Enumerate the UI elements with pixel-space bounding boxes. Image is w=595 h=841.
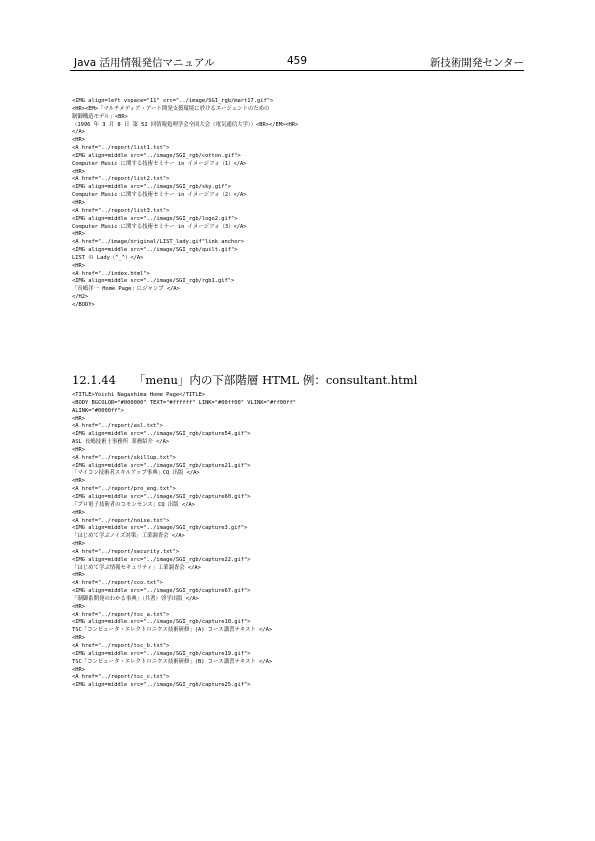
code-line: TSC「コンピュータ・エレクトロニクス技術研修」(B) コース講習テキスト </A> <box>72 658 273 665</box>
code-line: <A href="../report/cco.txt"> <box>72 580 163 587</box>
code-line: TSC「コンピュータ・エレクトロニクス技術研修」(A) コース講習テキスト </A> <box>72 627 273 634</box>
code-line: <IMG align=middle src="../image/SGI_rgb/capture19.gif"> <box>72 650 251 657</box>
code-line: <IMG align=middle src="../image/SGI_rgb/capture3.gif"> <box>72 525 248 532</box>
code-line: <IMG align=middle src="../image/SGI_rgb/capture25.gif"> <box>72 682 251 689</box>
section-title: 「menu」内の下部階層 HTML 例：consultant.html <box>133 373 418 387</box>
code-line: <A href="../report/tsc_b.txt"> <box>72 643 170 649</box>
code-line: 「長嶋洋一 Home Page」にジャンプ </A> <box>72 286 180 293</box>
page-number: 459 <box>287 55 308 67</box>
code-line: <A href="../report/list3.txt"> <box>72 207 170 214</box>
code-line: <HR> <box>72 137 85 144</box>
page-header <box>74 55 524 71</box>
code-line: </H2> <box>72 294 89 301</box>
code-line: ASL 長嶋技術士事務所 業務紹介 </A> <box>72 439 170 446</box>
code-line: <IMG align=left vspace="11" src="../image/SGI_rgb/mart17.gif"> <box>72 98 274 104</box>
code-line: <IMG align=middle src="../image/SGI_rgb/capture54.gif"> <box>72 431 251 438</box>
code-line: LIST の Lady（^_^）</A> <box>72 254 144 261</box>
code-line: Computer Music に関する技術セミナー in イメージフォ（1）</A> <box>72 160 247 167</box>
code-line: （1996 年 3 月 8 日 第 52 回情報処理学会全国大会（電気通信大学））<BR></EM><HR> <box>72 121 299 128</box>
code-line: <HR> <box>72 635 85 642</box>
code-line: <HR> <box>72 603 85 610</box>
code-line: <IMG align=middle src="../image/SGI_rgb/quilt.gif"> <box>72 247 238 254</box>
section-heading <box>72 372 417 388</box>
code-line: <A href="../report/asl.txt"> <box>72 423 163 430</box>
code-line: <BODY BGCOLOR="#000000" TEXT="#ffffff" LINK="#00ff00" VLINK="#ff00ff" <box>72 399 296 406</box>
code-line: <HR><EM>「マルチメディア・アート開発支援環境に於けるエージェントのための <box>72 105 270 112</box>
code-listing-bottom <box>72 392 296 690</box>
code-line: <A href="../report/list1.txt"> <box>72 145 170 152</box>
code-listing-top <box>72 98 298 310</box>
code-line: <HR> <box>72 666 85 673</box>
code-line: 「はじめて学ぶ情報セキュリティ」工業調査会 </A> <box>72 564 201 571</box>
code-line: <HR> <box>72 168 85 175</box>
code-line: <HR> <box>72 262 85 269</box>
code-line: 「はじめて学ぶノイズ対策」工業調査会 </A> <box>72 533 185 540</box>
code-line: 「マイコン技術者スキルアップ事典」CQ 出版 </A> <box>72 470 200 477</box>
code-line: <A href="../report/security.txt"> <box>72 548 180 555</box>
code-line: 「プロ電子技術者のコモンセンス」CQ 出版 </A> <box>72 501 195 508</box>
code-line: <IMG align=middle src="../image/SGI_rgb/capture60.gif"> <box>72 493 251 500</box>
code-line: <HR> <box>72 415 85 422</box>
code-line: <IMG align=middle src="../image/SGI_rgb/capture67.gif"> <box>72 588 251 595</box>
code-line: <HR> <box>72 509 85 516</box>
code-line: <IMG align=middle src="../image/SGI_rgb/logo2.gif"> <box>72 215 238 222</box>
code-line: <A href="../image/original/LIST_lady.gif"link anchor> <box>72 239 245 246</box>
code-line: <IMG align=middle src="../image/SGI_rgb/rgb1.gif"> <box>72 278 235 285</box>
code-line: <A href="../report/pro_eng.txt"> <box>72 486 176 493</box>
code-line: <IMG align=middle src="../image/SGI_rgb/sky.gif"> <box>72 184 232 191</box>
code-line: <HR> <box>72 199 85 206</box>
code-line: <IMG align=middle src="../image/SGI_rgb/cotton.gif"> <box>72 152 241 159</box>
code-line: ALINK="#0000ff"> <box>72 407 124 414</box>
code-line: <HR> <box>72 446 85 453</box>
code-line: <IMG align=middle src="../image/SGI_rgb/capture10.gif"> <box>72 619 251 626</box>
code-line: <A href="../report/tsc_a.txt"> <box>72 611 170 618</box>
code-line: <HR> <box>72 572 85 579</box>
code-line: <A href="../report/noise.txt"> <box>72 517 170 524</box>
code-line: <HR> <box>72 478 85 485</box>
code-line: 制御構造モデル」<BR> <box>72 113 128 120</box>
code-line: <HR> <box>72 541 85 548</box>
code-line: <TITLE>Yoichi Nagashima Home Page</TITLE> <box>72 392 206 398</box>
code-line: <A href="../report/skillup.txt"> <box>72 454 176 461</box>
organization-name: 新技術開発センター <box>429 57 524 69</box>
manual-title: Java 活用情報発信マニュアル <box>74 57 215 69</box>
code-line: <A href="../report/tsc_c.txt"> <box>72 674 170 681</box>
code-line: </BODY> <box>72 301 95 308</box>
code-line: <HR> <box>72 231 85 238</box>
code-line: <IMG align=middle src="../image/SGI_rgb/capture21.gif"> <box>72 462 251 469</box>
code-line: <IMG align=middle src="../image/SGI_rgb/capture22.gif"> <box>72 556 251 563</box>
code-line: <A href="../report/list2.txt"> <box>72 176 170 183</box>
code-line: <A href="../index.html"> <box>72 270 150 277</box>
code-line: Computer Music に関する技術セミナー in イメージフォ（2）</A> <box>72 192 247 199</box>
section-number: 12.1.44 <box>72 373 116 387</box>
code-line: Computer Music に関する技術セミナー in イメージフォ（3）</A> <box>72 223 247 230</box>
header-rule <box>70 70 524 71</box>
code-line: </A> <box>72 129 85 136</box>
code-line: 「制御系開発のわかる事典」（共著）啓学出版 </A> <box>72 595 199 602</box>
